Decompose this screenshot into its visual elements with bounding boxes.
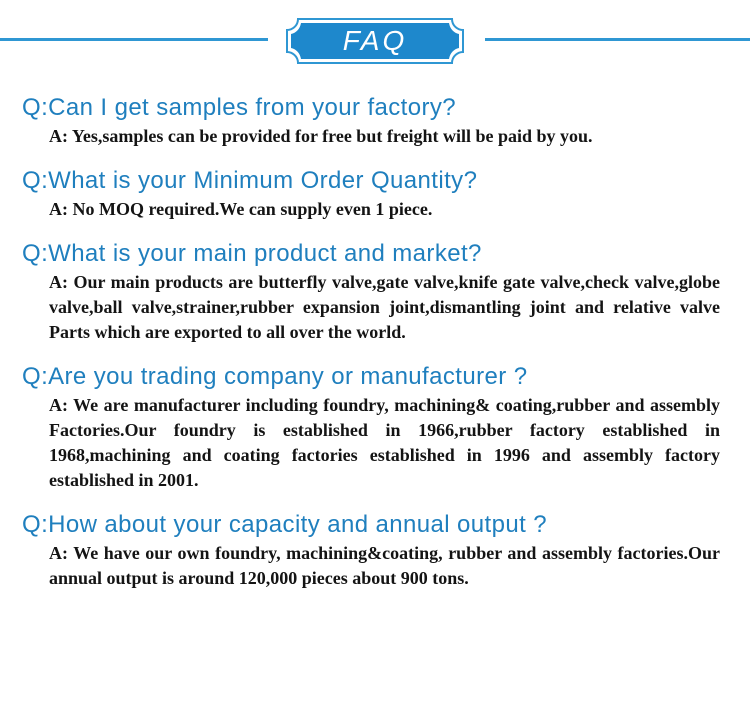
faq-question: Q:Can I get samples from your factory? bbox=[22, 94, 457, 121]
faq-item bbox=[0, 361, 750, 493]
faq-badge bbox=[284, 16, 466, 66]
page-title: FAQ bbox=[342, 25, 408, 56]
faq-item bbox=[0, 92, 750, 149]
faq-answer: A: No MOQ required.We can supply even 1 piece. bbox=[49, 199, 433, 219]
faq-answer: A: We are manufacturer including foundry, machining& coating,rubber and assembly Factories.Our foundry is established in 1966,rubber factory established in 1968,machining and coating factories established in 1996 and assembly factory established in 2001. bbox=[49, 395, 720, 490]
faq-list bbox=[0, 92, 750, 607]
faq-item bbox=[0, 509, 750, 591]
faq-answer: A: We have our own foundry, machining&coating, rubber and assembly factories.Our annual output is around 120,000 pieces about 900 tons. bbox=[49, 543, 720, 588]
faq-question: Q:What is your main product and market? bbox=[22, 240, 482, 267]
faq-header bbox=[0, 0, 750, 82]
faq-answer: A: Our main products are butterfly valve,gate valve,knife gate valve,check valve,globe valve,ball valve,strainer,rubber expansion joint,dismantling joint and relative valve Parts which are exported to all over the world. bbox=[49, 272, 720, 342]
faq-item bbox=[0, 165, 750, 222]
header-divider-right bbox=[485, 38, 750, 41]
faq-question: Q:How about your capacity and annual output ? bbox=[22, 511, 547, 538]
faq-answer: A: Yes,samples can be provided for free but freight will be paid by you. bbox=[49, 126, 593, 146]
faq-question: Q:Are you trading company or manufacturer ? bbox=[22, 363, 528, 390]
faq-item bbox=[0, 238, 750, 345]
faq-question: Q:What is your Minimum Order Quantity? bbox=[22, 167, 478, 194]
header-divider-left bbox=[0, 38, 268, 41]
